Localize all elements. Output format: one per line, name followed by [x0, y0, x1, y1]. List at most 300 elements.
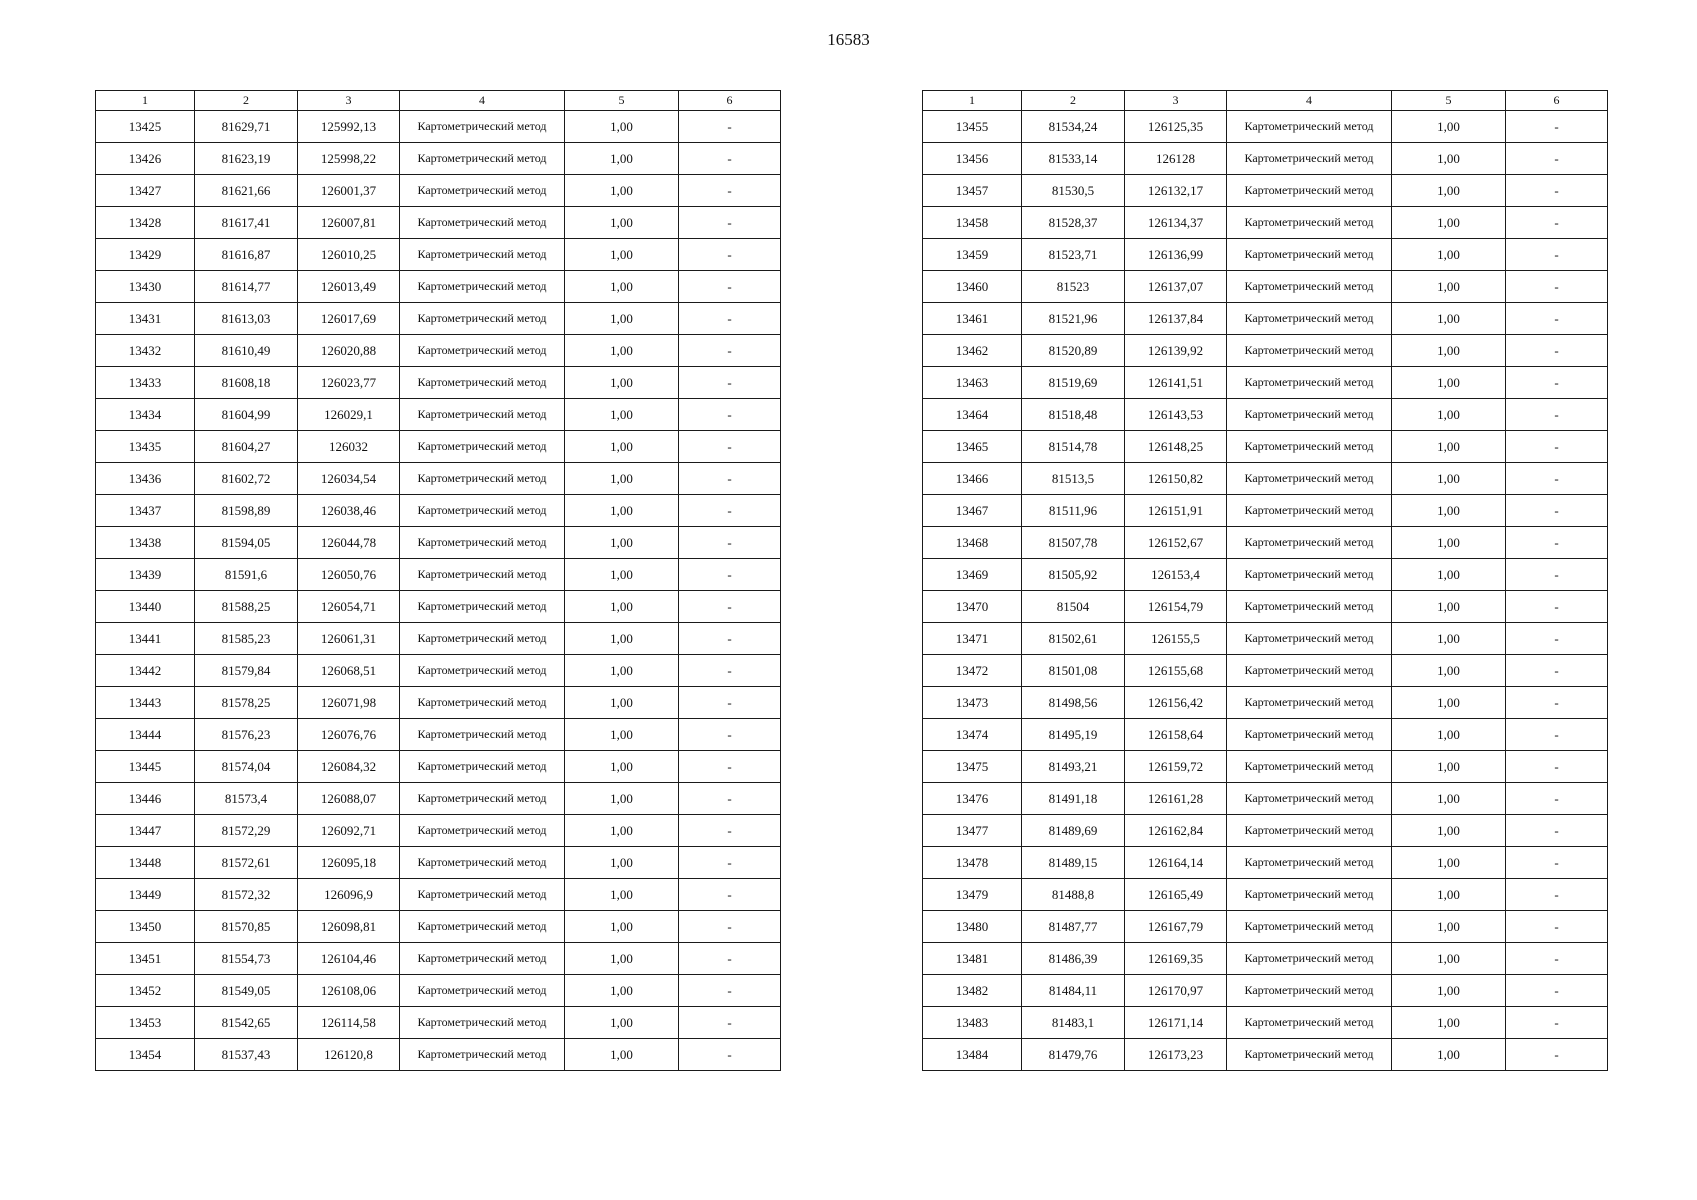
x-coordinate-cell: 81504 [1022, 591, 1125, 623]
y-coordinate-cell: 126165,49 [1125, 879, 1227, 911]
note-cell: - [679, 143, 781, 175]
method-cell: Картометрический метод [1227, 527, 1392, 559]
note-cell: - [1506, 943, 1608, 975]
point-number-cell: 13432 [96, 335, 195, 367]
column-header: 2 [1022, 91, 1125, 111]
accuracy-cell: 1,00 [1392, 527, 1506, 559]
x-coordinate-cell: 81616,87 [195, 239, 298, 271]
table-row [96, 591, 781, 623]
y-coordinate-cell: 126158,64 [1125, 719, 1227, 751]
accuracy-cell: 1,00 [1392, 943, 1506, 975]
x-coordinate-cell: 81617,41 [195, 207, 298, 239]
y-coordinate-cell: 126155,5 [1125, 623, 1227, 655]
x-coordinate-cell: 81519,69 [1022, 367, 1125, 399]
point-number-cell: 13465 [923, 431, 1022, 463]
point-number-cell: 13436 [96, 463, 195, 495]
method-cell: Картометрический метод [400, 1039, 565, 1071]
point-number-cell: 13463 [923, 367, 1022, 399]
note-cell: - [1506, 911, 1608, 943]
point-number-cell: 13438 [96, 527, 195, 559]
x-coordinate-cell: 81505,92 [1022, 559, 1125, 591]
y-coordinate-cell: 126013,49 [298, 271, 400, 303]
method-cell: Картометрический метод [1227, 111, 1392, 143]
accuracy-cell: 1,00 [1392, 431, 1506, 463]
accuracy-cell: 1,00 [565, 303, 679, 335]
table-row [96, 303, 781, 335]
y-coordinate-cell: 126164,14 [1125, 847, 1227, 879]
x-coordinate-cell: 81514,78 [1022, 431, 1125, 463]
table-header [923, 91, 1608, 111]
accuracy-cell: 1,00 [565, 847, 679, 879]
point-number-cell: 13471 [923, 623, 1022, 655]
note-cell: - [1506, 1007, 1608, 1039]
method-cell: Картометрический метод [400, 559, 565, 591]
y-coordinate-cell: 126154,79 [1125, 591, 1227, 623]
x-coordinate-cell: 81533,14 [1022, 143, 1125, 175]
table-row [96, 431, 781, 463]
x-coordinate-cell: 81604,99 [195, 399, 298, 431]
note-cell: - [1506, 271, 1608, 303]
x-coordinate-cell: 81629,71 [195, 111, 298, 143]
x-coordinate-cell: 81572,32 [195, 879, 298, 911]
x-coordinate-cell: 81602,72 [195, 463, 298, 495]
note-cell: - [1506, 879, 1608, 911]
x-coordinate-cell: 81501,08 [1022, 655, 1125, 687]
method-cell: Картометрический метод [1227, 431, 1392, 463]
note-cell: - [679, 911, 781, 943]
y-coordinate-cell: 126068,51 [298, 655, 400, 687]
table-row [923, 527, 1608, 559]
point-number-cell: 13437 [96, 495, 195, 527]
point-number-cell: 13479 [923, 879, 1022, 911]
accuracy-cell: 1,00 [1392, 751, 1506, 783]
accuracy-cell: 1,00 [1392, 303, 1506, 335]
method-cell: Картометрический метод [1227, 367, 1392, 399]
y-coordinate-cell: 126007,81 [298, 207, 400, 239]
table-row [96, 655, 781, 687]
note-cell: - [679, 847, 781, 879]
header-row [96, 91, 781, 111]
y-coordinate-cell: 126096,9 [298, 879, 400, 911]
note-cell: - [1506, 559, 1608, 591]
accuracy-cell: 1,00 [1392, 495, 1506, 527]
point-number-cell: 13450 [96, 911, 195, 943]
x-coordinate-cell: 81591,6 [195, 559, 298, 591]
point-number-cell: 13469 [923, 559, 1022, 591]
method-cell: Картометрический метод [400, 239, 565, 271]
method-cell: Картометрический метод [1227, 847, 1392, 879]
y-coordinate-cell: 126029,1 [298, 399, 400, 431]
method-cell: Картометрический метод [400, 527, 565, 559]
note-cell: - [1506, 399, 1608, 431]
point-number-cell: 13434 [96, 399, 195, 431]
x-coordinate-cell: 81483,1 [1022, 1007, 1125, 1039]
method-cell: Картометрический метод [400, 911, 565, 943]
accuracy-cell: 1,00 [1392, 879, 1506, 911]
x-coordinate-cell: 81570,85 [195, 911, 298, 943]
point-number-cell: 13449 [96, 879, 195, 911]
accuracy-cell: 1,00 [1392, 143, 1506, 175]
point-number-cell: 13454 [96, 1039, 195, 1071]
column-header: 1 [96, 91, 195, 111]
note-cell: - [1506, 335, 1608, 367]
table-row [96, 463, 781, 495]
y-coordinate-cell: 126034,54 [298, 463, 400, 495]
x-coordinate-cell: 81488,8 [1022, 879, 1125, 911]
note-cell: - [679, 271, 781, 303]
x-coordinate-cell: 81486,39 [1022, 943, 1125, 975]
x-coordinate-cell: 81574,04 [195, 751, 298, 783]
note-cell: - [679, 591, 781, 623]
table-row [96, 847, 781, 879]
method-cell: Картометрический метод [400, 207, 565, 239]
y-coordinate-cell: 126153,4 [1125, 559, 1227, 591]
y-coordinate-cell: 126050,76 [298, 559, 400, 591]
x-coordinate-cell: 81518,48 [1022, 399, 1125, 431]
point-number-cell: 13458 [923, 207, 1022, 239]
table-row [923, 399, 1608, 431]
table-row [96, 751, 781, 783]
x-coordinate-cell: 81594,05 [195, 527, 298, 559]
point-number-cell: 13476 [923, 783, 1022, 815]
table-row [96, 399, 781, 431]
method-cell: Картометрический метод [400, 847, 565, 879]
x-coordinate-cell: 81487,77 [1022, 911, 1125, 943]
y-coordinate-cell: 126108,06 [298, 975, 400, 1007]
point-number-cell: 13433 [96, 367, 195, 399]
x-coordinate-cell: 81523 [1022, 271, 1125, 303]
coordinates-table-right [922, 90, 1608, 1071]
note-cell: - [679, 495, 781, 527]
point-number-cell: 13462 [923, 335, 1022, 367]
y-coordinate-cell: 126137,84 [1125, 303, 1227, 335]
method-cell: Картометрический метод [1227, 495, 1392, 527]
accuracy-cell: 1,00 [565, 143, 679, 175]
note-cell: - [679, 239, 781, 271]
x-coordinate-cell: 81588,25 [195, 591, 298, 623]
note-cell: - [679, 431, 781, 463]
method-cell: Картометрический метод [1227, 623, 1392, 655]
point-number-cell: 13445 [96, 751, 195, 783]
table-body [96, 111, 781, 1071]
point-number-cell: 13475 [923, 751, 1022, 783]
page-number: 16583 [827, 30, 870, 49]
point-number-cell: 13459 [923, 239, 1022, 271]
x-coordinate-cell: 81554,73 [195, 943, 298, 975]
method-cell: Картометрический метод [400, 879, 565, 911]
method-cell: Картометрический метод [400, 111, 565, 143]
table-row [923, 783, 1608, 815]
x-coordinate-cell: 81576,23 [195, 719, 298, 751]
table-row [923, 367, 1608, 399]
column-header: 1 [923, 91, 1022, 111]
accuracy-cell: 1,00 [1392, 271, 1506, 303]
table-row [96, 143, 781, 175]
method-cell: Картометрический метод [1227, 271, 1392, 303]
accuracy-cell: 1,00 [565, 239, 679, 271]
note-cell: - [679, 751, 781, 783]
y-coordinate-cell: 126161,28 [1125, 783, 1227, 815]
point-number-cell: 13467 [923, 495, 1022, 527]
accuracy-cell: 1,00 [1392, 463, 1506, 495]
table-row [923, 719, 1608, 751]
y-coordinate-cell: 126171,14 [1125, 1007, 1227, 1039]
method-cell: Картометрический метод [400, 175, 565, 207]
accuracy-cell: 1,00 [1392, 911, 1506, 943]
y-coordinate-cell: 126023,77 [298, 367, 400, 399]
x-coordinate-cell: 81549,05 [195, 975, 298, 1007]
y-coordinate-cell: 126104,46 [298, 943, 400, 975]
table-row [96, 815, 781, 847]
accuracy-cell: 1,00 [1392, 975, 1506, 1007]
x-coordinate-cell: 81491,18 [1022, 783, 1125, 815]
accuracy-cell: 1,00 [565, 111, 679, 143]
table-row [923, 495, 1608, 527]
point-number-cell: 13452 [96, 975, 195, 1007]
accuracy-cell: 1,00 [565, 719, 679, 751]
accuracy-cell: 1,00 [1392, 559, 1506, 591]
accuracy-cell: 1,00 [565, 815, 679, 847]
y-coordinate-cell: 126084,32 [298, 751, 400, 783]
x-coordinate-cell: 81585,23 [195, 623, 298, 655]
accuracy-cell: 1,00 [565, 527, 679, 559]
x-coordinate-cell: 81493,21 [1022, 751, 1125, 783]
y-coordinate-cell: 126114,58 [298, 1007, 400, 1039]
note-cell: - [1506, 847, 1608, 879]
note-cell: - [679, 719, 781, 751]
point-number-cell: 13480 [923, 911, 1022, 943]
table-row [96, 527, 781, 559]
point-number-cell: 13474 [923, 719, 1022, 751]
point-number-cell: 13439 [96, 559, 195, 591]
note-cell: - [1506, 495, 1608, 527]
y-coordinate-cell: 126128 [1125, 143, 1227, 175]
note-cell: - [679, 335, 781, 367]
accuracy-cell: 1,00 [565, 335, 679, 367]
y-coordinate-cell: 126167,79 [1125, 911, 1227, 943]
table-row [923, 655, 1608, 687]
y-coordinate-cell: 126061,31 [298, 623, 400, 655]
y-coordinate-cell: 126148,25 [1125, 431, 1227, 463]
y-coordinate-cell: 126088,07 [298, 783, 400, 815]
accuracy-cell: 1,00 [565, 367, 679, 399]
table-row [923, 847, 1608, 879]
note-cell: - [679, 175, 781, 207]
y-coordinate-cell: 126152,67 [1125, 527, 1227, 559]
table-row [923, 207, 1608, 239]
note-cell: - [679, 367, 781, 399]
method-cell: Картометрический метод [1227, 783, 1392, 815]
table-header [96, 91, 781, 111]
note-cell: - [1506, 687, 1608, 719]
x-coordinate-cell: 81489,15 [1022, 847, 1125, 879]
table-row [96, 1007, 781, 1039]
table-row [96, 911, 781, 943]
method-cell: Картометрический метод [1227, 719, 1392, 751]
method-cell: Картометрический метод [1227, 463, 1392, 495]
method-cell: Картометрический метод [400, 943, 565, 975]
coordinates-table-left [95, 90, 781, 1071]
method-cell: Картометрический метод [400, 975, 565, 1007]
accuracy-cell: 1,00 [565, 591, 679, 623]
method-cell: Картометрический метод [1227, 399, 1392, 431]
x-coordinate-cell: 81528,37 [1022, 207, 1125, 239]
method-cell: Картометрический метод [1227, 751, 1392, 783]
note-cell: - [679, 527, 781, 559]
column-header: 2 [195, 91, 298, 111]
point-number-cell: 13470 [923, 591, 1022, 623]
x-coordinate-cell: 81573,4 [195, 783, 298, 815]
point-number-cell: 13430 [96, 271, 195, 303]
table-row [923, 687, 1608, 719]
column-header: 4 [1227, 91, 1392, 111]
table-row [96, 207, 781, 239]
point-number-cell: 13477 [923, 815, 1022, 847]
x-coordinate-cell: 81537,43 [195, 1039, 298, 1071]
y-coordinate-cell: 126143,53 [1125, 399, 1227, 431]
column-header: 4 [400, 91, 565, 111]
table-row [96, 111, 781, 143]
note-cell: - [679, 463, 781, 495]
y-coordinate-cell: 126141,51 [1125, 367, 1227, 399]
note-cell: - [679, 303, 781, 335]
table-row [96, 943, 781, 975]
method-cell: Картометрический метод [400, 303, 565, 335]
y-coordinate-cell: 126017,69 [298, 303, 400, 335]
accuracy-cell: 1,00 [565, 271, 679, 303]
table-row [96, 367, 781, 399]
point-number-cell: 13451 [96, 943, 195, 975]
point-number-cell: 13428 [96, 207, 195, 239]
x-coordinate-cell: 81598,89 [195, 495, 298, 527]
method-cell: Картометрический метод [1227, 335, 1392, 367]
table-row [96, 1039, 781, 1071]
note-cell: - [679, 559, 781, 591]
accuracy-cell: 1,00 [1392, 591, 1506, 623]
note-cell: - [1506, 303, 1608, 335]
y-coordinate-cell: 126098,81 [298, 911, 400, 943]
note-cell: - [679, 399, 781, 431]
point-number-cell: 13457 [923, 175, 1022, 207]
point-number-cell: 13441 [96, 623, 195, 655]
table-row [923, 559, 1608, 591]
accuracy-cell: 1,00 [1392, 687, 1506, 719]
table-row [96, 239, 781, 271]
header-row [923, 91, 1608, 111]
table-row [96, 719, 781, 751]
note-cell: - [1506, 1039, 1608, 1071]
table-row [96, 495, 781, 527]
y-coordinate-cell: 126134,37 [1125, 207, 1227, 239]
note-cell: - [679, 687, 781, 719]
table-row [96, 783, 781, 815]
note-cell: - [1506, 975, 1608, 1007]
y-coordinate-cell: 126054,71 [298, 591, 400, 623]
x-coordinate-cell: 81523,71 [1022, 239, 1125, 271]
x-coordinate-cell: 81579,84 [195, 655, 298, 687]
method-cell: Картометрический метод [400, 591, 565, 623]
accuracy-cell: 1,00 [565, 175, 679, 207]
point-number-cell: 13429 [96, 239, 195, 271]
method-cell: Картометрический метод [400, 655, 565, 687]
method-cell: Картометрический метод [1227, 591, 1392, 623]
table-row [923, 175, 1608, 207]
y-coordinate-cell: 126092,71 [298, 815, 400, 847]
accuracy-cell: 1,00 [1392, 175, 1506, 207]
table-row [923, 911, 1608, 943]
method-cell: Картометрический метод [1227, 911, 1392, 943]
x-coordinate-cell: 81513,5 [1022, 463, 1125, 495]
method-cell: Картометрический метод [400, 335, 565, 367]
note-cell: - [1506, 751, 1608, 783]
note-cell: - [1506, 623, 1608, 655]
table-row [923, 975, 1608, 1007]
table-row [923, 239, 1608, 271]
table-row [923, 271, 1608, 303]
accuracy-cell: 1,00 [565, 911, 679, 943]
x-coordinate-cell: 81610,49 [195, 335, 298, 367]
accuracy-cell: 1,00 [565, 431, 679, 463]
note-cell: - [679, 111, 781, 143]
point-number-cell: 13481 [923, 943, 1022, 975]
note-cell: - [1506, 655, 1608, 687]
y-coordinate-cell: 126044,78 [298, 527, 400, 559]
table-body [923, 111, 1608, 1071]
y-coordinate-cell: 126032 [298, 431, 400, 463]
method-cell: Картометрический метод [400, 463, 565, 495]
note-cell: - [679, 815, 781, 847]
table-row [923, 143, 1608, 175]
accuracy-cell: 1,00 [565, 623, 679, 655]
method-cell: Картометрический метод [400, 367, 565, 399]
column-header: 5 [565, 91, 679, 111]
y-coordinate-cell: 126095,18 [298, 847, 400, 879]
table-row [923, 879, 1608, 911]
point-number-cell: 13473 [923, 687, 1022, 719]
accuracy-cell: 1,00 [1392, 655, 1506, 687]
point-number-cell: 13482 [923, 975, 1022, 1007]
point-number-cell: 13426 [96, 143, 195, 175]
x-coordinate-cell: 81489,69 [1022, 815, 1125, 847]
point-number-cell: 13478 [923, 847, 1022, 879]
x-coordinate-cell: 81534,24 [1022, 111, 1125, 143]
y-coordinate-cell: 126010,25 [298, 239, 400, 271]
method-cell: Картометрический метод [1227, 815, 1392, 847]
accuracy-cell: 1,00 [565, 879, 679, 911]
y-coordinate-cell: 126162,84 [1125, 815, 1227, 847]
accuracy-cell: 1,00 [565, 495, 679, 527]
note-cell: - [1506, 591, 1608, 623]
accuracy-cell: 1,00 [1392, 847, 1506, 879]
table-row [923, 463, 1608, 495]
x-coordinate-cell: 81572,61 [195, 847, 298, 879]
note-cell: - [679, 783, 781, 815]
note-cell: - [679, 207, 781, 239]
x-coordinate-cell: 81495,19 [1022, 719, 1125, 751]
note-cell: - [1506, 431, 1608, 463]
y-coordinate-cell: 126169,35 [1125, 943, 1227, 975]
x-coordinate-cell: 81542,65 [195, 1007, 298, 1039]
table-row [923, 1039, 1608, 1071]
point-number-cell: 13447 [96, 815, 195, 847]
note-cell: - [679, 1039, 781, 1071]
table-row [923, 623, 1608, 655]
point-number-cell: 13466 [923, 463, 1022, 495]
note-cell: - [679, 943, 781, 975]
method-cell: Картометрический метод [1227, 655, 1392, 687]
method-cell: Картометрический метод [1227, 943, 1392, 975]
method-cell: Картометрический метод [400, 495, 565, 527]
